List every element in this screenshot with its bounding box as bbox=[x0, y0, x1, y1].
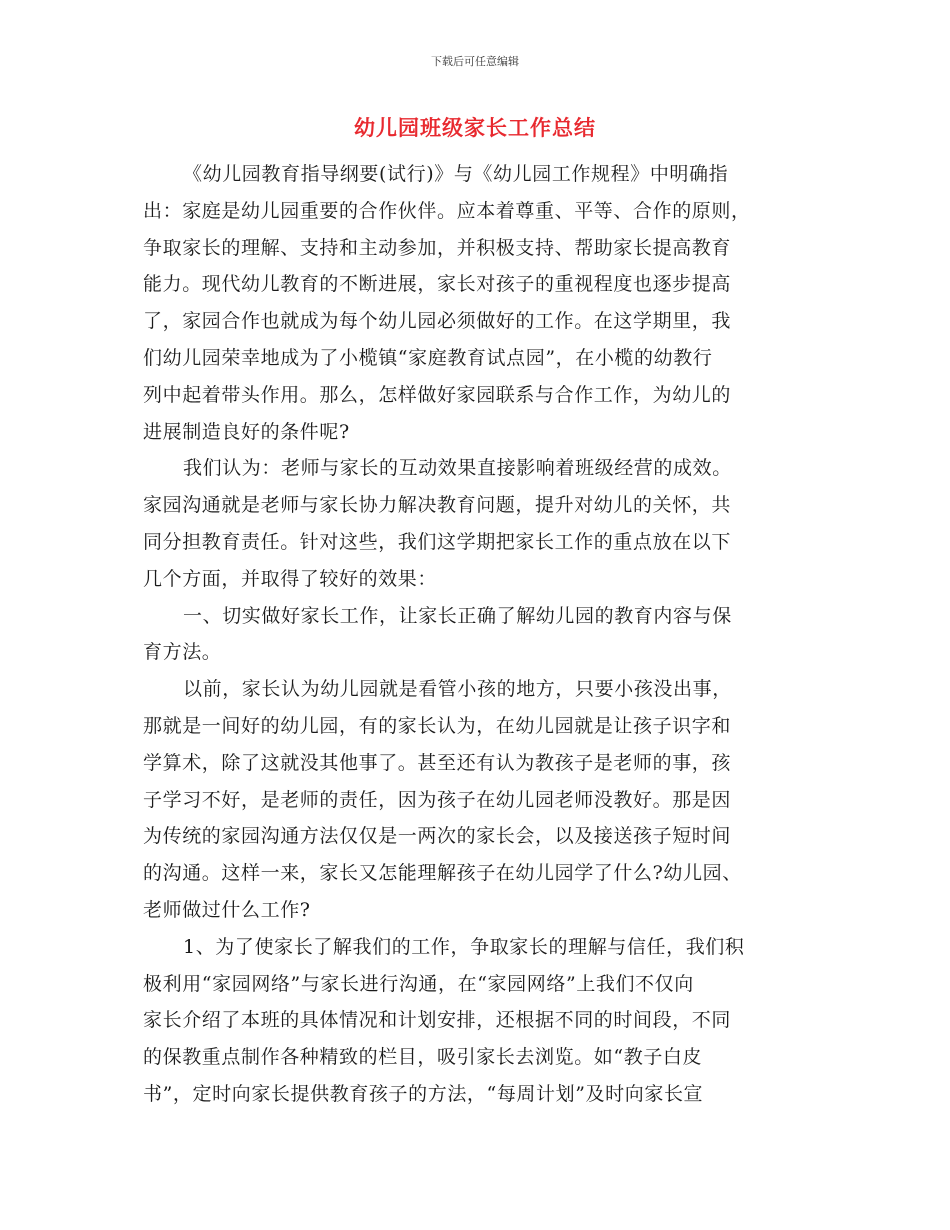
text-line: 书”，定时向家长提供教育孩子的方法，“每周计划”及时向家长宣 bbox=[143, 1082, 704, 1105]
text-line: 育方法。 bbox=[143, 641, 222, 664]
text-line: 家园沟通就是老师与家长协力解决教育问题，提升对幼儿的关怀，共 bbox=[143, 494, 732, 517]
text-line: 同分担教育责任。针对这些，我们这学期把家长工作的重点放在以下 bbox=[143, 530, 732, 553]
text-line: 以前，家长认为幼儿园就是看管小孩的地方，只要小孩没出事， bbox=[183, 678, 732, 701]
text-line: 家长介绍了本班的具体情况和计划安排，还根据不同的时间段，不同 bbox=[143, 1009, 732, 1032]
header-note: 下载后可任意编辑 bbox=[431, 55, 519, 68]
text-line: 几个方面，并取得了较好的效果： bbox=[143, 567, 438, 590]
text-line: 那就是一间好的幼儿园，有的家长认为，在幼儿园就是让孩子识字和 bbox=[143, 714, 732, 737]
text-line: 能力。现代幼儿教育的不断进展，家长对孩子的重视程度也逐步提高 bbox=[143, 273, 732, 296]
text-line: 为传统的家园沟通方法仅仅是一两次的家长会，以及接送孩子短时间 bbox=[143, 825, 732, 848]
text-line: 极利用“家园网络”与家长进行沟通，在“家园网络”上我们不仅向 bbox=[143, 972, 694, 995]
text-line: 老师做过什么工作? bbox=[143, 898, 311, 921]
text-line: 进展制造良好的条件呢? bbox=[143, 420, 350, 443]
text-line: 的保教重点制作各种精致的栏目，吸引家长去浏览。如“教子白皮 bbox=[143, 1046, 703, 1069]
text-line: 学算术，除了这就没其他事了。甚至还有认为教孩子是老师的事，孩 bbox=[143, 751, 732, 774]
text-line: 出：家庭是幼儿园重要的合作伙伴。应本着尊重、平等、合作的原则， bbox=[143, 199, 751, 222]
text-line: 子学习不好，是老师的责任，因为孩子在幼儿园老师没教好。那是因 bbox=[143, 788, 732, 811]
text-line: 列中起着带头作用。那么，怎样做好家园联系与合作工作，为幼儿的 bbox=[143, 383, 732, 406]
text-line: 们幼儿园荣幸地成为了小榄镇“家庭教育试点园”，在小榄的幼教行 bbox=[143, 346, 713, 369]
text-line: 了，家园合作也就成为每个幼儿园必须做好的工作。在这学期里，我 bbox=[143, 310, 732, 333]
text-line: 争取家长的理解、支持和主动参加，并积极支持、帮助家长提高教育 bbox=[143, 236, 732, 259]
text-line: 《幼儿园教育指导纲要(试行)》与《幼儿园工作规程》中明确指 bbox=[183, 163, 729, 185]
text-line: 我们认为：老师与家长的互动效果直接影响着班级经营的成效。 bbox=[183, 457, 732, 480]
text-line: 的沟通。这样一来，家长又怎能理解孩子在幼儿园学了什么?幼儿园、 bbox=[143, 862, 742, 885]
document-body bbox=[143, 156, 807, 1113]
text-line: 一、切实做好家长工作，让家长正确了解幼儿园的教育内容与保 bbox=[183, 604, 732, 627]
text-line: 1、为了使家长了解我们的工作，争取家长的理解与信任，我们积 bbox=[183, 935, 745, 958]
document-title: 幼儿园班级家长工作总结 bbox=[354, 116, 596, 140]
